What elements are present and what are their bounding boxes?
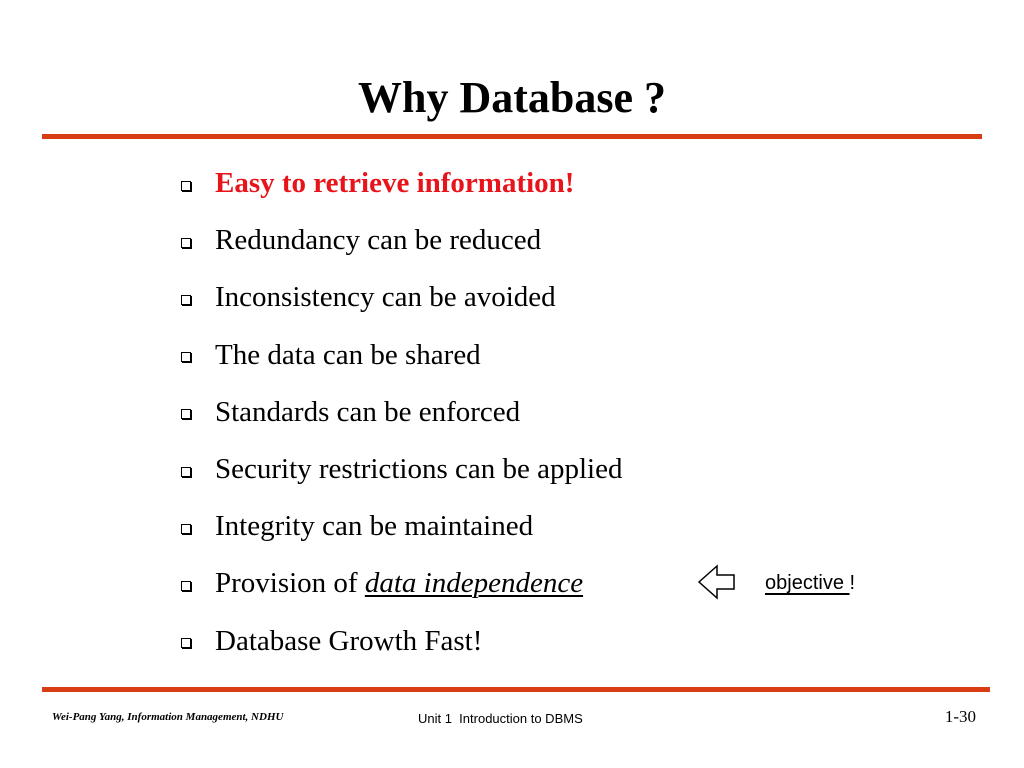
footer-unit: Unit 1 Introduction to DBMS xyxy=(418,711,583,726)
left-arrow-outline-icon xyxy=(697,563,737,601)
page-number: 1-30 xyxy=(944,707,976,726)
bullet-text: Redundancy can be reduced xyxy=(215,224,542,257)
bullet-item xyxy=(181,613,622,670)
square-bullet-icon xyxy=(181,352,191,362)
square-bullet-icon xyxy=(181,409,191,419)
square-bullet-icon xyxy=(181,181,191,191)
bullet-text: The data can be shared xyxy=(215,338,481,371)
bullet-item xyxy=(181,155,622,212)
bullet-text xyxy=(215,567,583,600)
bullet-text: Database Growth Fast! xyxy=(215,624,483,657)
bullet-item xyxy=(181,441,622,498)
square-bullet-icon xyxy=(181,524,191,534)
objective-callout xyxy=(765,570,855,596)
data-independence-link[interactable]: data independence xyxy=(364,567,584,600)
bullet-text: Easy to retrieve information! xyxy=(215,167,575,200)
title-divider xyxy=(42,134,982,139)
square-bullet-icon xyxy=(181,467,191,477)
bullet-text: Security restrictions can be applied xyxy=(215,453,623,486)
bullet-item xyxy=(181,384,622,441)
bullet-item xyxy=(181,498,622,555)
square-bullet-icon xyxy=(181,295,191,305)
footer-author: Wei-Pang Yang, Information Management, NDHU xyxy=(52,711,284,723)
bullet-item xyxy=(181,212,622,269)
footer-divider xyxy=(42,687,990,692)
bullet-item xyxy=(181,327,622,384)
bullet-text: Integrity can be maintained xyxy=(215,510,534,543)
objective-suffix: ! xyxy=(849,572,856,594)
square-bullet-icon xyxy=(181,238,191,248)
bullet-list xyxy=(181,155,622,670)
slide-title: Why Database ? xyxy=(357,73,667,122)
objective-label: objective xyxy=(765,572,850,594)
bullet-prefix: Provision of xyxy=(215,567,365,600)
square-bullet-icon xyxy=(181,638,191,648)
bullet-text: Standards can be enforced xyxy=(215,395,521,428)
bullet-text: Inconsistency can be avoided xyxy=(215,281,556,314)
bullet-item xyxy=(181,555,622,612)
bullet-item xyxy=(181,269,622,326)
square-bullet-icon xyxy=(181,581,191,591)
